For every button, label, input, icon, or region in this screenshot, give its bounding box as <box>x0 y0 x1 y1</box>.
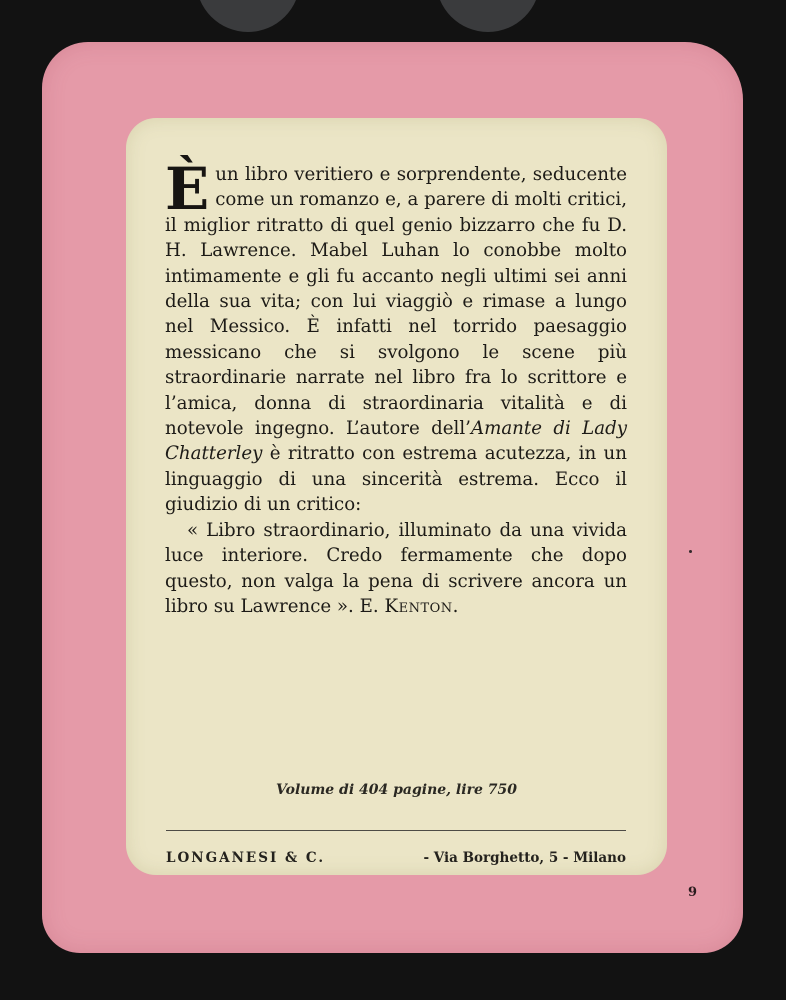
publisher-name: LONGANESI & C. <box>166 850 326 866</box>
description-paragraph <box>165 155 628 518</box>
book-title-reference: Amante di Lady Chatterley <box>165 418 627 465</box>
page-number: 9 <box>688 885 698 900</box>
quote-text: « Libro straordinario, illuminato da una vivida luce interiore. Credo fermamente che dopo questo, non valga la pena di scrivere ancora un libro su Lawrence ». <box>165 519 627 617</box>
description-continuation: è ritratto con estrema acutezza, in un linguaggio di una sincerità estrema. Ecco il giudizio di un critico: <box>165 443 627 516</box>
divider-rule <box>166 830 626 831</box>
binder-hole-left <box>196 0 300 32</box>
quote-author-initial: E. <box>359 595 379 617</box>
pink-card <box>42 42 743 953</box>
drop-cap: È <box>165 155 210 223</box>
text-panel <box>126 118 667 875</box>
publisher-address: - Via Borghetto, 5 - Milano <box>423 850 626 866</box>
print-speck <box>689 550 692 553</box>
description-intro: un libro veritiero e sorprendente, seducente come un romanzo e, a parere di molti critici, il miglior ritratto di quel genio bizzarro che fu D. H. Lawrence. Mabel Luhan lo conobbe molto intimamente e gli fu accanto negli ultimi sei anni della sua vita; con lui viaggiò e rimase a lungo nel Messico. È infatti nel torrido paesaggio messicano che si svolgono le scene più straordinarie narrate nel libro fra lo scrittore e l’amica, donna di straordinaria vitalità e di notevole ingegno. L’autore dell’ <box>165 164 628 440</box>
critic-quote <box>165 518 627 620</box>
publisher-line <box>166 850 626 866</box>
book-description <box>165 155 628 619</box>
binder-hole-right <box>436 0 540 32</box>
volume-price-line: Volume di 404 pagine, lire 750 <box>276 782 517 798</box>
quote-author-surname: Kenton. <box>384 595 459 617</box>
